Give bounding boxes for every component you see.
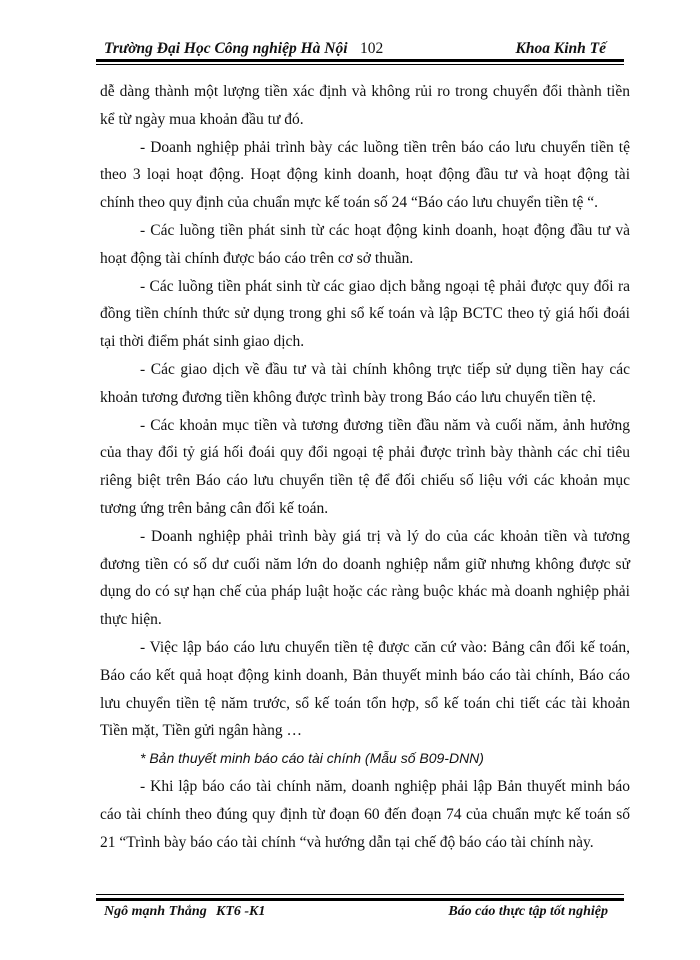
paragraph: - Các luồng tiền phát sinh từ các hoạt động kinh doanh, hoạt động đầu tư và hoạt động tài chính được báo cáo trên cơ sở thuần. xyxy=(100,221,630,267)
paragraph: - Các luồng tiền phát sinh từ các giao dịch bằng ngoại tệ phải được quy đổi ra đồng tiền chính thức sử dụng trong ghi sổ kế toán và lập BCTC theo tỷ giá hối đoái tại thời điểm phát sinh giao dịch. xyxy=(100,277,630,351)
footer-author: Ngô mạnh Thắng xyxy=(104,904,207,919)
footer-title: Báo cáo thực tập tốt nghiệp xyxy=(448,904,608,919)
footer-class: KT6 -K1 xyxy=(216,904,266,919)
paragraph: - Việc lập báo cáo lưu chuyển tiền tệ được căn cứ vào: Bảng cân đối kế toán, Báo cáo kết quả hoạt động kinh doanh, Bản thuyết minh báo cáo tài chính, Báo cáo lưu chuyển tiền tệ năm trước, sổ kế toán tổn hợp, sổ kế toán chi tiết các tài khoản Tiền mặt, Tiền gửi ngân hàng … xyxy=(100,638,630,740)
paragraph: - Doanh nghiệp phải trình bày các luồng tiền trên báo cáo lưu chuyển tiền tệ theo 3 loại hoạt động. Hoạt động kinh doanh, hoạt động đầu tư và hoạt động tài chính theo quy định của chuẩn mực kế toán số 24 “Báo cáo lưu chuyển tiền tệ “. xyxy=(100,138,630,212)
paragraph: dễ dàng thành một lượng tiền xác định và không rủi ro trong chuyển đổi thành tiền kể từ ngày mua khoản đầu tư đó. xyxy=(100,83,630,128)
header-rule-thick xyxy=(96,59,624,62)
footer-rule-thin xyxy=(96,894,624,895)
section-note: * Bản thuyết minh báo cáo tài chính (Mẫu số B09-DNN) xyxy=(140,750,484,767)
page-footer xyxy=(100,902,620,926)
document-body xyxy=(100,78,630,856)
paragraph: - Khi lập báo cáo tài chính năm, doanh nghiệp phải lập Bản thuyết minh báo cáo tài chính theo đúng quy định từ đoạn 60 đến đoạn 74 của chuẩn mực kế toán số 21 “Trình bày báo cáo tài chính “và hướng dẫn tại chế độ báo cáo tài chính này. xyxy=(100,777,630,851)
header-rule-thin xyxy=(96,64,624,65)
paragraph: - Doanh nghiệp phải trình bày giá trị và lý do của các khoản tiền và tương đương tiền có số dư cuối năm lớn do doanh nghiệp nắm giữ nhưng không được sử dụng do có sự hạn chế của pháp luật hoặc các ràng buộc khác mà doanh nghiệp phải thực hiện. xyxy=(100,527,630,629)
header-school: Trường Đại Học Công nghiệp Hà Nội xyxy=(104,40,348,57)
paragraph: - Các giao dịch về đầu tư và tài chính không trực tiếp sử dụng tiền hay các khoản tương đương tiền không được trình bày trong Báo cáo lưu chuyển tiền tệ. xyxy=(100,360,630,406)
header-department: Khoa Kinh Tế xyxy=(515,40,606,57)
paragraph: - Các khoản mục tiền và tương đương tiền đầu năm và cuối năm, ảnh hưởng của thay đổi tỷ giá hối đoái quy đổi ngoại tệ phải được trình bày thành các chỉ tiêu riêng biệt trên Báo cáo lưu chuyển tiền tệ để đối chiếu số liệu với các khoản mục tương ứng trên bảng cân đối kế toán. xyxy=(100,416,630,517)
header-page-number: 102 xyxy=(360,40,384,57)
footer-rule-thick xyxy=(96,898,624,901)
